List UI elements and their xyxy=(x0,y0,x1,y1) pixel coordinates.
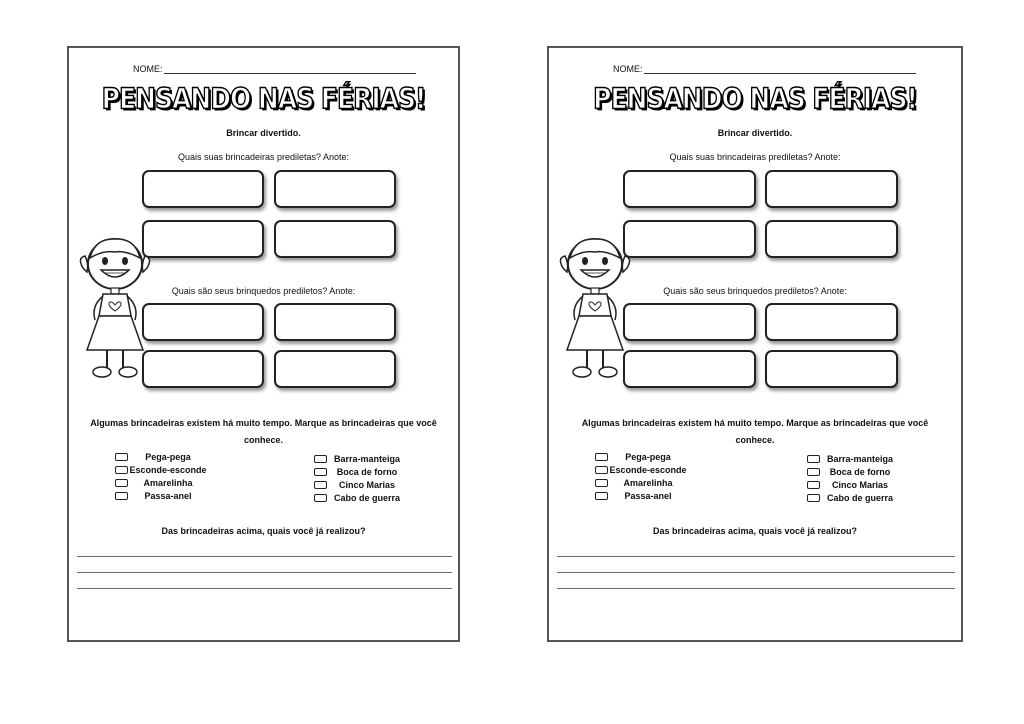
check-item[interactable] xyxy=(314,454,407,464)
name-line[interactable] xyxy=(164,65,416,74)
check-item[interactable] xyxy=(115,465,208,475)
answer-box-game-4[interactable] xyxy=(274,220,396,258)
answer-line[interactable] xyxy=(557,588,955,589)
check-item[interactable] xyxy=(595,452,688,462)
check-item[interactable] xyxy=(595,478,688,488)
page-title: PENSANDO NAS FÉRIAS! xyxy=(101,81,426,116)
checkbox-icon[interactable] xyxy=(807,494,820,502)
answer-box-game-2[interactable] xyxy=(274,170,396,208)
answer-box-game-4[interactable] xyxy=(765,220,898,258)
answer-box-game-2[interactable] xyxy=(765,170,898,208)
question-games: Quais suas brincadeiras prediletas? Anote: xyxy=(669,152,841,162)
checkbox-icon[interactable] xyxy=(807,455,820,463)
checkbox-icon[interactable] xyxy=(115,466,128,474)
check-item[interactable] xyxy=(115,478,208,488)
checkbox-icon[interactable] xyxy=(595,492,608,500)
checkbox-icon[interactable] xyxy=(595,453,608,461)
checkbox-icon[interactable] xyxy=(115,479,128,487)
game-label: Amarelinha xyxy=(143,478,193,488)
game-label: Passa-anel xyxy=(144,491,192,501)
answer-box-toy-1[interactable] xyxy=(623,303,756,341)
check-item[interactable] xyxy=(314,467,407,477)
question-toys: Quais são seus brinquedos prediletos? Anote: xyxy=(171,286,356,296)
question-toys: Quais são seus brinquedos prediletos? Anote: xyxy=(663,286,847,296)
game-label: Barra-manteiga xyxy=(333,454,401,464)
answer-box-game-1[interactable] xyxy=(142,170,264,208)
game-label: Boca de forno xyxy=(829,467,891,477)
game-label: Pega-pega xyxy=(625,452,671,462)
name-field xyxy=(613,64,916,74)
name-field xyxy=(133,64,416,74)
checkbox-icon[interactable] xyxy=(807,468,820,476)
game-label: Pega-pega xyxy=(145,452,191,462)
subtitle: Brincar divertido. xyxy=(717,128,793,138)
answer-box-toy-2[interactable] xyxy=(274,303,396,341)
check-item[interactable] xyxy=(807,480,900,490)
answer-box-toy-4[interactable] xyxy=(274,350,396,388)
check-item[interactable] xyxy=(807,493,900,503)
subtitle: Brincar divertido. xyxy=(226,128,301,138)
answer-box-game-3[interactable] xyxy=(142,220,264,258)
question-games: Quais suas brincadeiras prediletas? Anote: xyxy=(177,152,350,162)
name-line[interactable] xyxy=(644,65,916,74)
checkbox-icon[interactable] xyxy=(115,492,128,500)
girl-character-icon xyxy=(555,228,635,388)
worksheet-left xyxy=(67,46,460,642)
game-label: Cinco Marias xyxy=(338,480,396,490)
checkbox-icon[interactable] xyxy=(807,481,820,489)
answer-box-game-1[interactable] xyxy=(623,170,756,208)
worksheet-right xyxy=(547,46,963,642)
game-label: Cabo de guerra xyxy=(826,493,893,503)
check-item[interactable] xyxy=(314,493,407,503)
answer-line[interactable] xyxy=(77,572,452,573)
question-done: Das brincadeiras acima, quais você já realizou? xyxy=(652,526,858,536)
answer-box-toy-1[interactable] xyxy=(142,303,264,341)
question-done: Das brincadeiras acima, quais você já realizou? xyxy=(161,526,366,536)
checkbox-icon[interactable] xyxy=(595,479,608,487)
answer-line[interactable] xyxy=(77,588,452,589)
answer-box-toy-3[interactable] xyxy=(142,350,264,388)
girl-character-icon xyxy=(75,228,155,388)
game-label: Esconde-esconde xyxy=(129,465,207,475)
instruction-paragraph: Algumas brincadeiras existem há muito tempo. Marque as brincadeiras que você conhece. xyxy=(90,418,437,445)
checkbox-icon[interactable] xyxy=(115,453,128,461)
name-label: NOME: xyxy=(613,64,643,74)
check-item[interactable] xyxy=(314,480,407,490)
answer-box-toy-4[interactable] xyxy=(765,350,898,388)
answer-line[interactable] xyxy=(557,572,955,573)
game-label: Cabo de guerra xyxy=(333,493,400,503)
check-item[interactable] xyxy=(595,491,688,501)
game-label: Passa-anel xyxy=(624,491,672,501)
answer-line[interactable] xyxy=(557,556,955,557)
game-label: Cinco Marias xyxy=(831,480,889,490)
check-item[interactable] xyxy=(115,491,208,501)
check-item[interactable] xyxy=(115,452,208,462)
page-title: PENSANDO NAS FÉRIAS! xyxy=(593,81,917,116)
game-label: Barra-manteiga xyxy=(826,454,894,464)
check-item[interactable] xyxy=(595,465,688,475)
name-label: NOME: xyxy=(133,64,163,74)
answer-line[interactable] xyxy=(77,556,452,557)
checkbox-icon[interactable] xyxy=(314,481,327,489)
game-label: Boca de forno xyxy=(336,467,398,477)
checkbox-icon[interactable] xyxy=(314,455,327,463)
instruction-paragraph: Algumas brincadeiras existem há muito tempo. Marque as brincadeiras que você conhece. xyxy=(581,418,929,445)
game-label: Esconde-esconde xyxy=(609,465,687,475)
check-item[interactable] xyxy=(807,467,900,477)
answer-box-game-3[interactable] xyxy=(623,220,756,258)
game-label: Amarelinha xyxy=(623,478,673,488)
check-item[interactable] xyxy=(807,454,900,464)
checkbox-icon[interactable] xyxy=(314,494,327,502)
checkbox-icon[interactable] xyxy=(595,466,608,474)
answer-box-toy-3[interactable] xyxy=(623,350,756,388)
answer-box-toy-2[interactable] xyxy=(765,303,898,341)
checkbox-icon[interactable] xyxy=(314,468,327,476)
